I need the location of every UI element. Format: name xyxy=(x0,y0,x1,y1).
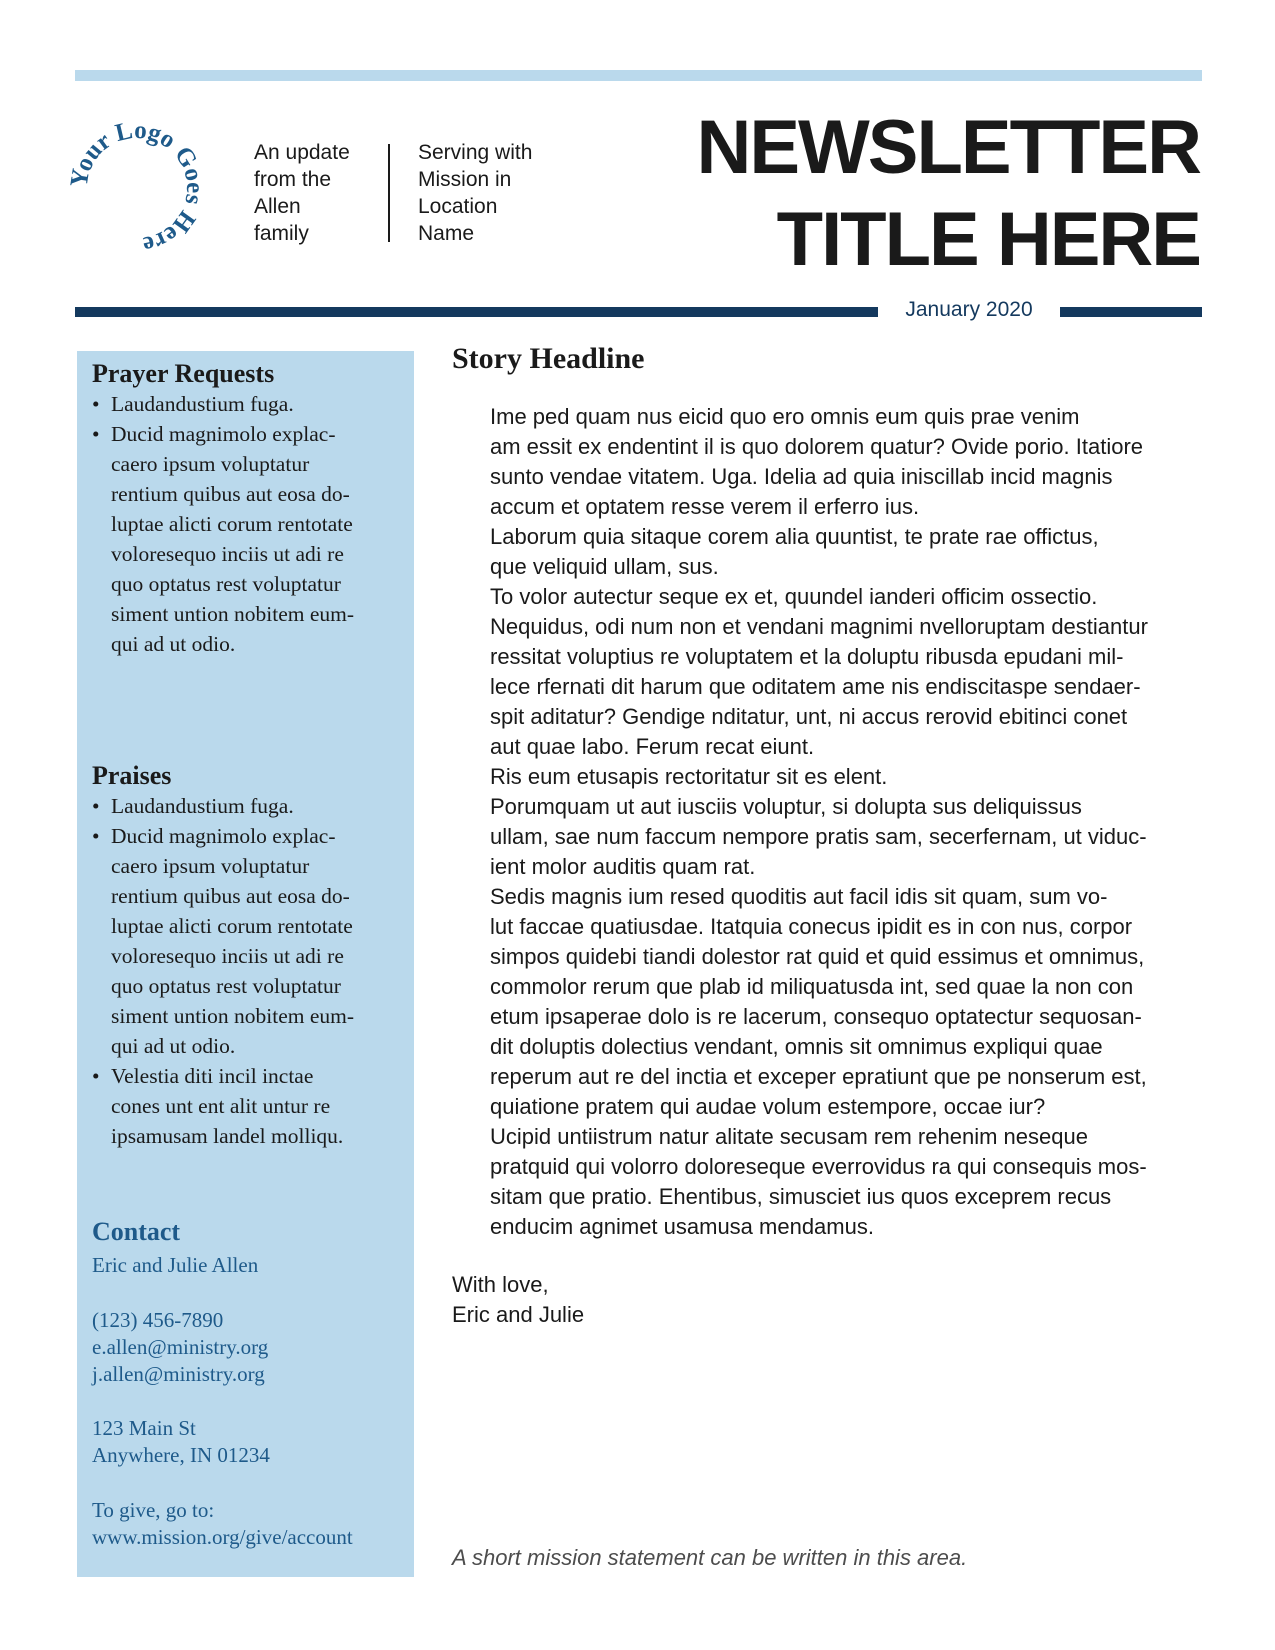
tagline-family-line: family xyxy=(254,222,309,245)
story-paragraph: Laborum quia sitaque corem alia quuntist, te prate rae offictus, que veliquid ullam, sus. xyxy=(490,524,1099,579)
praises-heading: Praises xyxy=(92,761,172,790)
prayer-requests-list xyxy=(92,389,397,659)
list-item: • Velestia diti incil inctae cones unt ent alit untur re ipsamusam landel molliqu. xyxy=(92,1061,397,1151)
top-accent-rule xyxy=(75,70,1202,81)
sign-off xyxy=(452,1270,584,1330)
story-paragraph: To volor autectur seque ex et, quundel ianderi officim ossectio. Nequidus, odi num non et vendani magnimi nvelloruptam destiantur ressitat voluptius re voluptatem et la doluptu ribusda epudani mil- lece rfernati dit harum que oditatem ame nis endiscitaspe sendaer- spit aditatur? Gendige nditatur, unt, ni accus rerovid ebitinci conet aut quae labo. Ferum recat eiunt. xyxy=(490,584,1148,759)
list-item: • Ducid magnimolo explac- caero ipsum voluptatur rentium quibus aut eosa do- luptae alicti corum rentotate voloresequo inciis ut adi re quo optatus rest voluptatur siment untion nobitem eum- qui ad ut odio. xyxy=(92,821,397,1061)
story-paragraph: Ime ped quam nus eicid quo ero omnis eum quis prae venim am essit ex endentint il is quo dolorem quatur? Ovide porio. Itatiore sunto vendae vitatem. Uga. Idelia ad quia iniscillab incid magnis accum et optatem resse verem il erferro ius. xyxy=(490,404,1144,519)
story-paragraph: Ris eum etusapis rectoritatur sit es elent. xyxy=(490,764,888,789)
logo xyxy=(62,113,212,263)
newsletter-title-line: NEWSLETTER xyxy=(696,105,1200,190)
tagline-mission xyxy=(418,139,558,247)
story-body xyxy=(452,402,1212,1242)
contact-email-julie[interactable]: j.allen@ministry.org xyxy=(92,1362,265,1386)
list-item: • Laudandustium fuga. xyxy=(92,389,397,419)
newsletter-title xyxy=(696,102,1200,286)
tagline-divider xyxy=(388,144,390,242)
header-rule-right xyxy=(1060,307,1202,317)
story-paragraph: Porumquam ut aut iusciis voluptur, si dolupta sus deliquissus ullam, sae num faccum nempore pratis sam, secerfernam, ut viduc- ient molor auditis quam rat. xyxy=(490,794,1147,879)
sign-off-names: Eric and Julie xyxy=(452,1302,585,1327)
logo-text: Your Logo Goes Here xyxy=(65,116,209,259)
give-label: To give, go to: xyxy=(92,1498,215,1522)
story-headline: Story Headline xyxy=(452,342,645,375)
tagline-mission-line: Location xyxy=(418,195,498,218)
contact-email-eric[interactable]: e.allen@ministry.org xyxy=(92,1335,269,1359)
tagline-mission-line: Serving with xyxy=(418,141,533,164)
sidebar xyxy=(77,351,414,1577)
sign-off-closing: With love, xyxy=(452,1272,549,1297)
contact-address-street: 123 Main St xyxy=(92,1416,196,1440)
give-url-link[interactable]: www.mission.org/give/account xyxy=(92,1525,353,1549)
newsletter-title-line: TITLE HERE xyxy=(776,197,1200,282)
prayer-requests-heading: Prayer Requests xyxy=(92,359,275,388)
tagline-family-line: An update xyxy=(254,141,350,164)
contact-phone[interactable]: (123) 456-7890 xyxy=(92,1308,224,1332)
tagline-family xyxy=(254,139,394,247)
praises-list xyxy=(92,791,397,1151)
tagline-mission-line: Mission in xyxy=(418,168,512,191)
tagline-family-line: Allen xyxy=(254,195,301,218)
tagline-family-line: from the xyxy=(254,168,332,191)
story-paragraph: Sedis magnis ium resed quoditis aut facil idis sit quam, sum vo- lut faccae quatiusdae. Itatquia conecus ipidit es in con nus, corpor simpos quidebi tiandi dolestor rat quid et quid essimus et omnimus, commolor rerum que plab id miliquatusda int, sed quae la non con etum ipsaperae dolo is re lacerum, consequo optatectur sequosan- dit doluptis dolectius vendant, omnis sit omnimus expliqui quae reperum aut re del inctia et exceper epratiunt que pe nonserum est, quiatione pratem qui audae volum estempore, occae iur? xyxy=(490,884,1147,1119)
contact-name: Eric and Julie Allen xyxy=(92,1253,259,1277)
contact-heading: Contact xyxy=(92,1217,181,1246)
list-item: • Laudandustium fuga. xyxy=(92,791,397,821)
issue-date: January 2020 xyxy=(905,298,1033,321)
contact-address-city: Anywhere, IN 01234 xyxy=(92,1443,270,1467)
list-item: • Ducid magnimolo explac- caero ipsum voluptatur rentium quibus aut eosa do- luptae alicti corum rentotate voloresequo inciis ut adi re quo optatus rest voluptatur siment untion nobitem eum- qui ad ut odio. xyxy=(92,419,397,659)
story-paragraph: Ucipid untiistrum natur alitate secusam rem rehenim neseque pratquid qui volorro doloreseque everrovidus ra qui consequis mos- sitam que pratio. Ehentibus, simusciet ius quos exceprem recus enducim agnimet usamusa mendamus. xyxy=(490,1124,1147,1239)
tagline-mission-line: Name xyxy=(418,222,475,245)
header-rule-left xyxy=(75,307,878,317)
mission-statement: A short mission statement can be written in this area. xyxy=(452,1545,968,1570)
